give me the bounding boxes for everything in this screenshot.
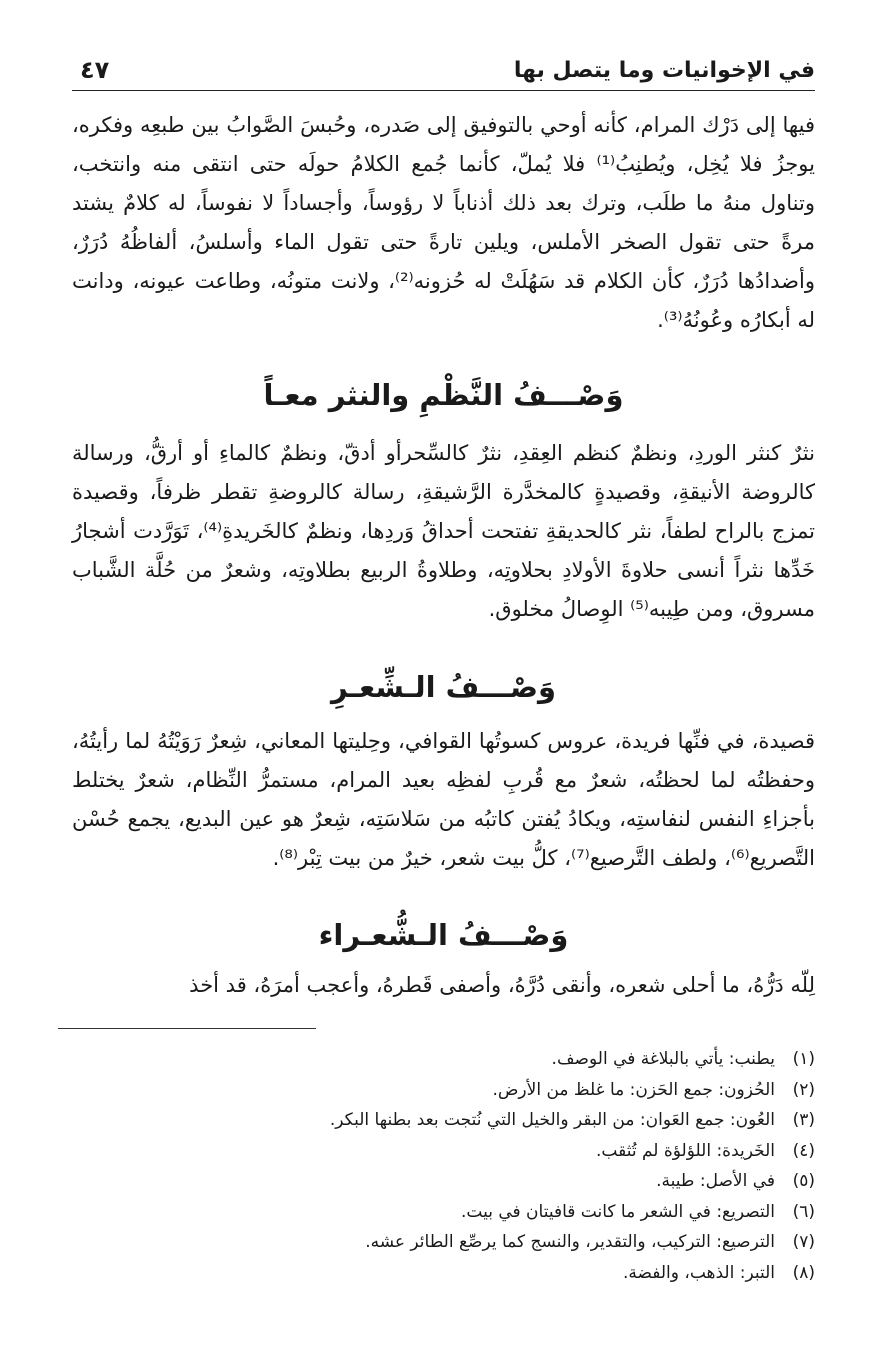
footnote-number: (١) [792, 1049, 815, 1070]
footnote-number: (٢) [792, 1079, 815, 1100]
footnote [72, 1258, 815, 1289]
footnote [72, 1105, 815, 1136]
poets-block [72, 966, 815, 1005]
poets-paragraph: لِلّه دَرُّهُ، ما أحلى شعره، وأنقى دُرَّهُ، وأصفى قَطرهُ، وأعجب أمرَهُ، قد أخذ [189, 973, 815, 997]
footnote [72, 1197, 815, 1228]
footnote-number: (٦) [792, 1201, 815, 1222]
prose-verse-block [72, 434, 815, 629]
footnote [72, 1166, 815, 1197]
footnotes [72, 1044, 815, 1288]
footnote-text: العُون: جمع العَوان: من البقر والخيل التي نُتجت بعد بطنها البكر. [329, 1110, 775, 1131]
footnote-text: الترصيع: التركيب، والتقدير، والنسج كما يرصِّع الطائر عشه. [365, 1232, 775, 1253]
footnote-text: الحُزون: جمع الحَزن: ما غلظ من الأرض. [492, 1079, 775, 1100]
footnote [72, 1227, 815, 1258]
footnote-text: يطنب: يأتي بالبلاغة في الوصف. [551, 1049, 775, 1070]
section-heading-poets: وَصْـــفُ الـشُّعـراء [318, 918, 569, 952]
running-head [72, 56, 815, 91]
footnote-number: (٣) [792, 1110, 815, 1131]
prose-verse-paragraph: نثرٌ كنثر الوردِ، ونظمٌ كنظم العِقدِ، نثرٌ كالسِّحرأو أدقّ، ونظمٌ كالماءِ أو أرقُّ، ورسالة كالروضة الأنيقةِ، وقصيدةٍ كالمخدَّرة الرَّشيقةِ، رسالة كالروضةِ تقطر ظرفاً، وقصيدة تمزج بالراح لطفاً، نثر كالحديقةِ تفتحت أحداقُ وَردِها، ونظمٌ كالخَريدةِ⁽⁴⁾، تَوَرَّدت أشجارُ خَدِّها نثراً أنسى حلاوةَ الأولادِ بحلاوتِه، وطلاوةُ الربيع بطلاوتِه، وشعرٌ من حُلَّة الشَّباب مسروق، ومن طِيبه⁽⁵⁾ الوِصالُ مخلوق. [72, 441, 815, 621]
footnote-number: (٨) [792, 1262, 815, 1283]
footnote [72, 1044, 815, 1075]
footnote-number: (٤) [792, 1140, 815, 1161]
intro-paragraph: فيها إلى دَرْك المرام، كأنه أوحي بالتوفيق إلى صَدره، وحُبسَ الصَّوابُ بين طبعِه وفكره، يوجزُ فلا يُخِل، ويُطنِبُ⁽¹⁾ فلا يُملّ، كأنما جُمع الكلامُ حولَه حتى انتقى منه وانتخب، وتناول منهُ ما طلَب، وترك بعد ذلك أذناباً لا رؤوساً، وأجساداً لا نفوساً، له كلامٌ يشتد مرةً حتى تقول الصخر الأملس، ويلين تارةً حتى تقول الماء وأسلسُ، ألفاظُهُ دُرَرٌ، وأضدادُها دُرَرٌ، كأن الكلام قد سَهُلَتْ له حُزونه⁽²⁾، ولانت متونُه، وطاعت عيونه، ودانت له أبكارُه وعُونُهُ⁽³⁾. [72, 113, 815, 332]
running-head-title: في الإخوانيات وما يتصل بها [513, 58, 815, 83]
footnote [72, 1075, 815, 1106]
poetry-paragraph: قصيدة، في فنِّها فريدة، عروس كسوتُها القوافي، وحِليتها المعاني، شِعرٌ رَوَيْتُهُ لما رأيتُهُ، وحفظتُه لما لحظتُه، شعرٌ مع قُربِ لفظِه بعيد المرام، مستمرُّ النِّظام، شعرٌ يختلط بأجزاءِ النفس لنفاستِه، ويكادُ يُفتن كاتبُه من سَلاسَتِه، شِعرٌ هو عين البديع، يجمع حُسْن التَّصريع⁽⁶⁾، ولطف التَّرصيع⁽⁷⁾، كلُّ بيت شعر، خيرٌ من بيت تِبْر⁽⁸⁾. [72, 729, 815, 870]
footnote-text: في الأصل: طيبة. [656, 1171, 775, 1192]
footnote-separator [58, 1028, 316, 1029]
page-number: ٤٧ [80, 56, 110, 84]
footnote-number: (٧) [792, 1232, 815, 1253]
poetry-block [72, 722, 815, 878]
footnote-text: التبر: الذهب، والفضة. [622, 1262, 775, 1283]
section-heading-prose-verse: وَصْـــفُ النَّظْمِ والنثر معـاً [263, 378, 624, 412]
section-heading-poetry: وَصْـــفُ الـشِّعـرِ [331, 670, 556, 704]
footnote-text: التصريع: في الشعر ما كانت قافيتان في بيت. [460, 1201, 775, 1222]
footnote [72, 1136, 815, 1167]
intro-block [72, 106, 815, 340]
footnote-text: الخَريدة: اللؤلؤة لم تُثقب. [596, 1140, 775, 1161]
footnote-number: (٥) [792, 1171, 815, 1192]
